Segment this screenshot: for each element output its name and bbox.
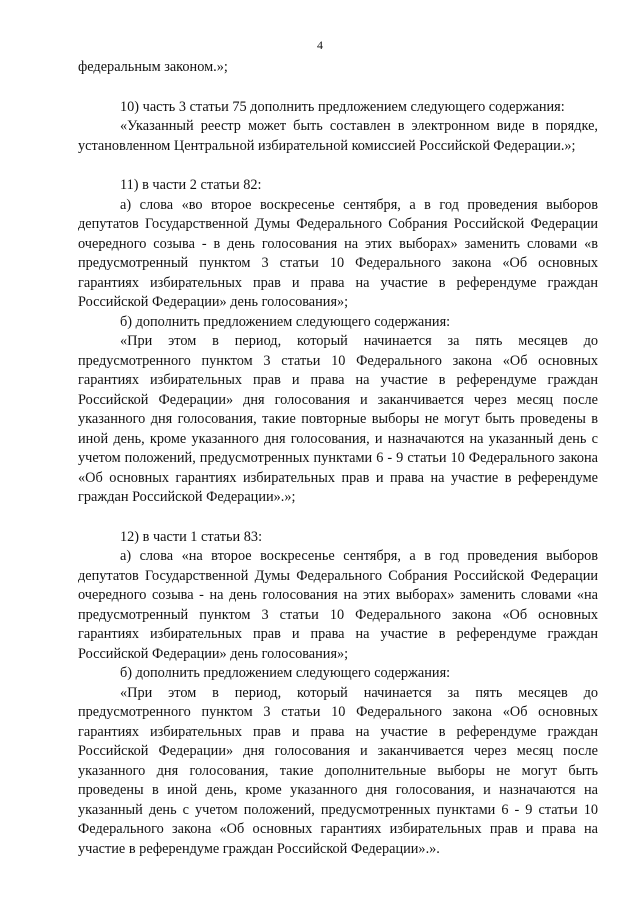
- document-body: [78, 58, 598, 859]
- page-number: 4: [317, 38, 323, 52]
- paragraph-item-12-quote: «При этом в период, который начинается за пять месяцев до предусмотренного пунктом 3 статьи 10 Федерального закона «Об основных гарантиях избирательных прав и права на участие в референдуме граждан Российской Федерации» дня голосования и заканчивается через месяц после указанного дня голосования, такие дополнительные выборы не могут быть проведены в иной день, кроме указанного дня голосования, и назначаются на указанный день с учетом положений, предусмотренных пунктами 6 - 9 статьи 10 Федерального закона «Об основных гарантиях избирательных прав и права на участие в референдуме граждан Российской Федерации».».: [78, 684, 598, 857]
- paragraph-item-12-b: б) дополнить предложением следующего содержания:: [120, 665, 451, 681]
- paragraph-item-11-a: а) слова «во второе воскресенье сентября, а в год проведения выборов депутатов Государственной Думы Федерального Собрания Российской Федерации очередного созыва - в день голосования на этих выборах» заменить словами «в предусмотренный пунктом 3 статьи 10 Федерального закона «Об основных гарантиях избирательных прав и права на участие в референдуме граждан Российской Федерации» день голосования»;: [78, 196, 598, 310]
- paragraph-item-11: 11) в части 2 статьи 82:: [120, 177, 262, 193]
- paragraph-item-11-quote: «При этом в период, который начинается за пять месяцев до предусмотренного пунктом 3 статьи 10 Федерального закона «Об основных гарантиях избирательных прав и права на участие в референдуме граждан Российской Федерации» дня голосования и заканчивается через месяц после указанного дня голосования, такие повторные выборы не могут быть проведены в иной день, кроме указанного дня голосования, и назначаются на указанный день с учетом положений, предусмотренных пунктами 6 - 9 статьи 10 Федерального закона «Об основных гарантиях избирательных прав и права на участие в референдуме граждан Российской Федерации».»;: [78, 333, 598, 505]
- paragraph-item-10: 10) часть 3 статьи 75 дополнить предложением следующего содержания:: [120, 98, 565, 115]
- paragraph-continuation: федеральным законом.»;: [78, 59, 228, 75]
- paragraph-item-11-b: б) дополнить предложением следующего содержания:: [120, 313, 451, 330]
- paragraph-quote-registry: «Указанный реестр может быть составлен в электронном виде в порядке, установленном Центральной избирательной комиссией Российской Федерации.»;: [78, 118, 598, 154]
- paragraph-item-12: 12) в части 1 статьи 83:: [120, 528, 263, 545]
- paragraph-item-12-a: а) слова «на второе воскресенье сентября, а в год проведения выборов депутатов Государственной Думы Федерального Собрания Российской Федерации очередного созыва - на день голосования на этих выборах» заменить словами «на предусмотренный пунктом 3 статьи 10 Федерального закона «Об основных гарантиях избирательных прав и права на участие в референдуме граждан Российской Федерации» день голосования»;: [78, 548, 598, 662]
